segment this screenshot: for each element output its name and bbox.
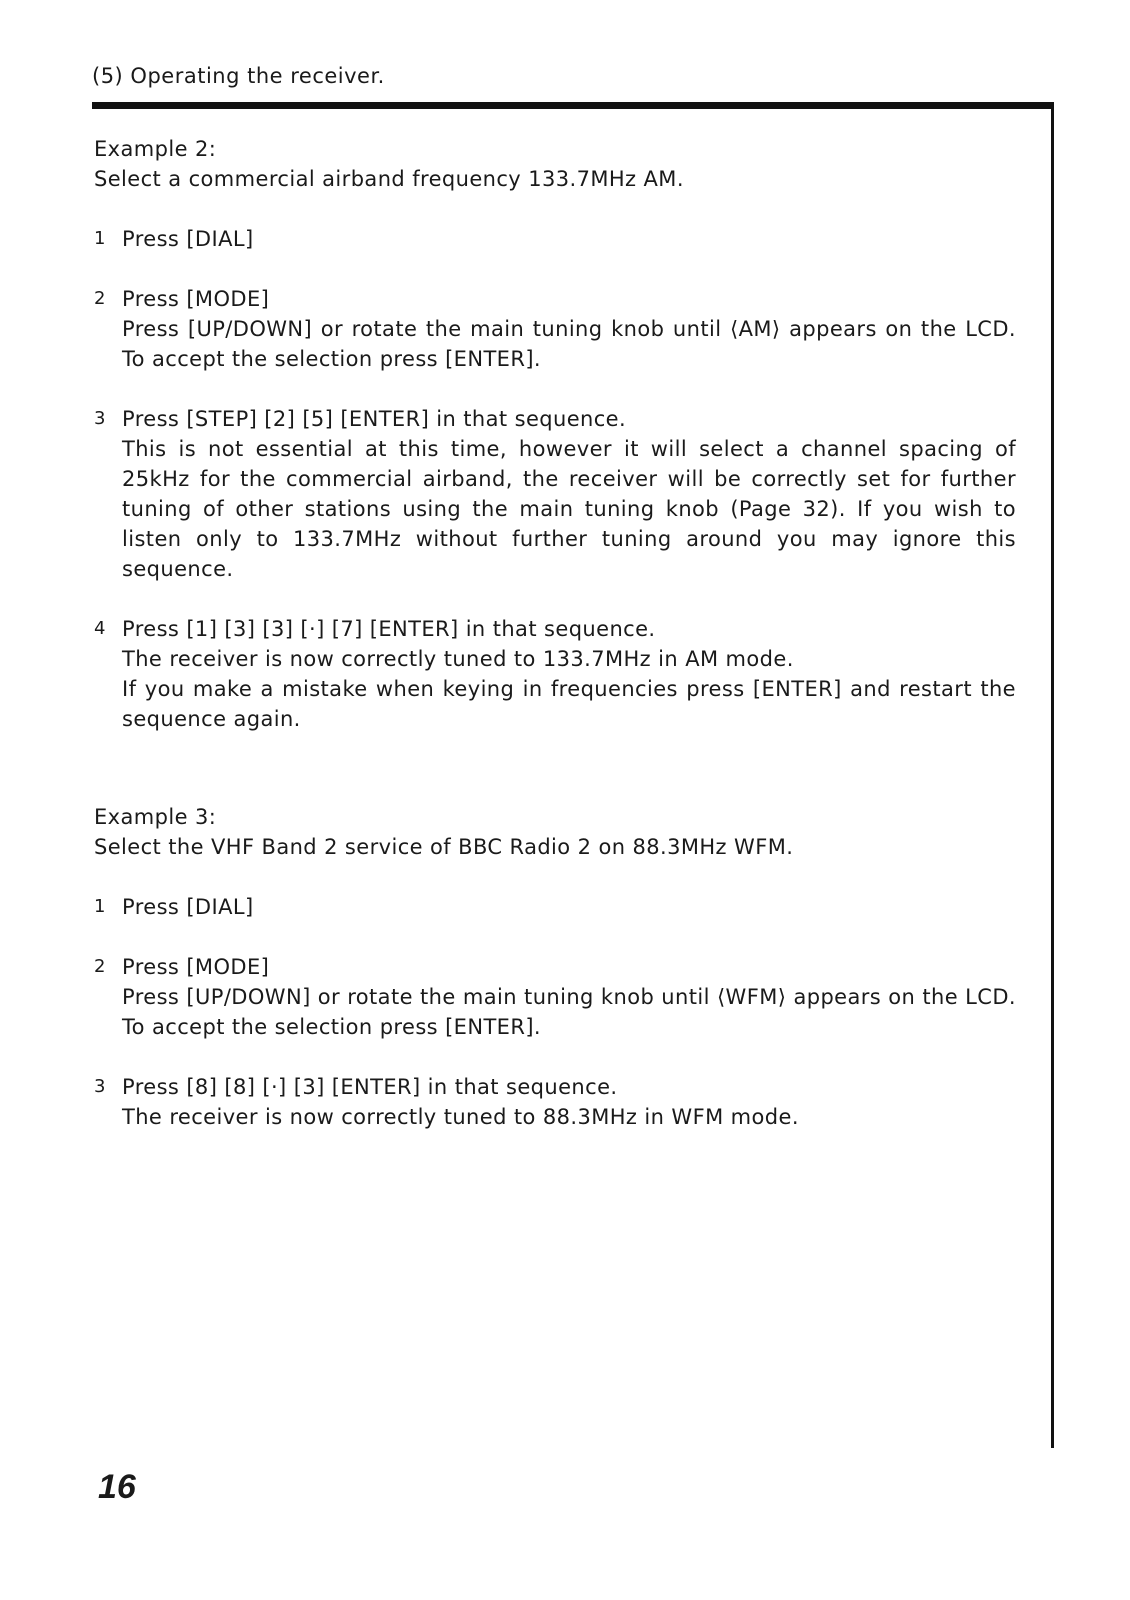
page-number: 16 [98, 1468, 136, 1506]
step-number: 2 [94, 956, 106, 977]
step-number: 3 [94, 408, 106, 429]
step-item [94, 614, 1016, 734]
example-2 [94, 134, 1016, 734]
example-description: Select a commercial airband frequency 133.7MHz AM. [94, 167, 684, 191]
step-item [94, 224, 1016, 254]
step-line: The receiver is now correctly tuned to 133.7MHz in AM mode. [122, 647, 794, 671]
step-line: Press [MODE] [122, 955, 270, 979]
step-line: Press [DIAL] [122, 895, 254, 919]
step-number: 1 [94, 228, 106, 249]
example-description: Select the VHF Band 2 service of BBC Radio 2 on 88.3MHz WFM. [94, 835, 794, 859]
step-line: Press [MODE] [122, 287, 270, 311]
step-line: Press [STEP] [2] [5] [ENTER] in that sequence. [122, 407, 627, 431]
right-rule [1051, 102, 1054, 1448]
step-line: If you make a mistake when keying in frequencies press [ENTER] and restart the sequence again. [122, 677, 1016, 731]
step-list [94, 224, 1016, 734]
step-item [94, 284, 1016, 374]
step-line: Press [UP/DOWN] or rotate the main tuning knob until ⟨WFM⟩ appears on the LCD. To accept the selection press [ENTER]. [122, 985, 1016, 1039]
step-list [94, 892, 1016, 1132]
step-item [94, 1072, 1016, 1132]
step-line: Press [8] [8] [·] [3] [ENTER] in that sequence. [122, 1075, 618, 1099]
section-heading: (5) Operating the receiver. [92, 64, 385, 88]
step-item [94, 404, 1016, 584]
step-line: Press [DIAL] [122, 227, 254, 251]
step-line: Press [1] [3] [3] [·] [7] [ENTER] in that sequence. [122, 617, 656, 641]
step-number: 2 [94, 288, 106, 309]
manual-content [94, 134, 1016, 1132]
example-title: Example 3: [94, 805, 217, 829]
step-line: The receiver is now correctly tuned to 88.3MHz in WFM mode. [122, 1105, 799, 1129]
step-item [94, 952, 1016, 1042]
example-title: Example 2: [94, 137, 217, 161]
top-rule [92, 102, 1054, 109]
example-3 [94, 802, 1016, 1132]
step-line: This is not essential at this time, however it will select a channel spacing of 25kHz for the commercial airband, the receiver will be correctly set for further tuning of other stations using the main tuning knob (Page 32). If you wish to listen only to 133.7MHz without further tuning around you may ignore this sequence. [122, 437, 1016, 581]
step-number: 3 [94, 1076, 106, 1097]
step-item [94, 892, 1016, 922]
step-number: 4 [94, 618, 106, 639]
step-line: Press [UP/DOWN] or rotate the main tuning knob until ⟨AM⟩ appears on the LCD. To accept the selection press [ENTER]. [122, 317, 1016, 371]
step-number: 1 [94, 896, 106, 917]
